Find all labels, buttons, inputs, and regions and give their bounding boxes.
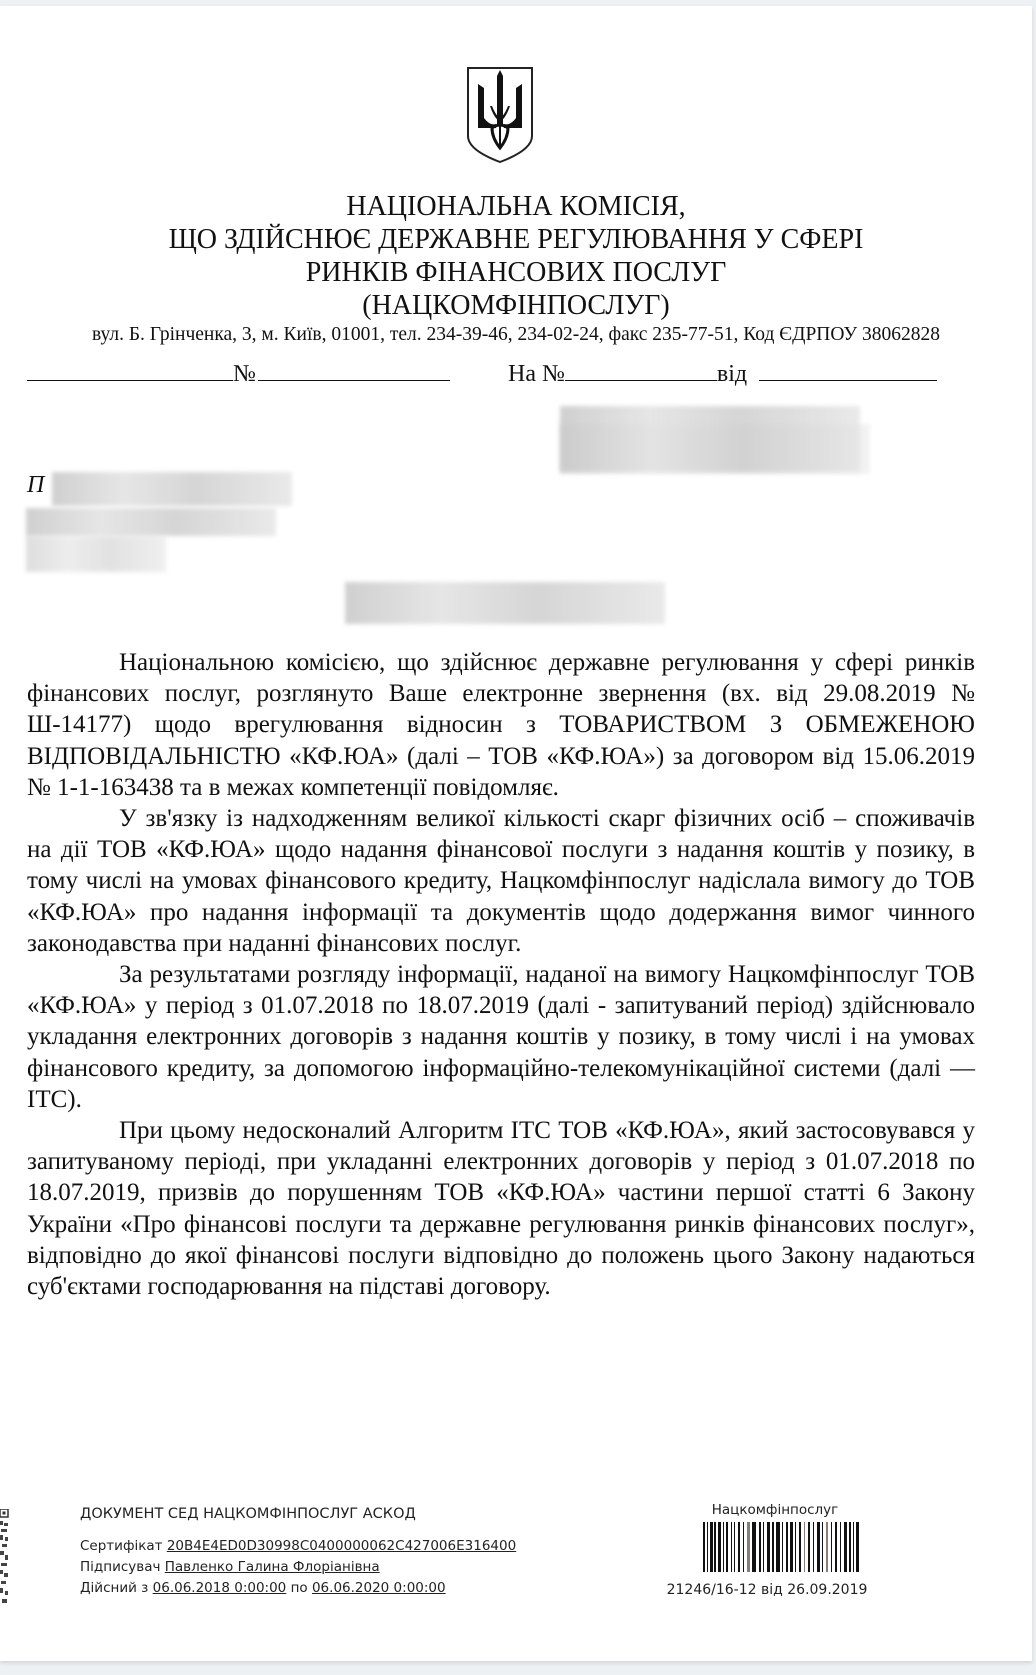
paragraph-4: При цьому недосконалий Алгоритм ІТС ТОВ «КФ.ЮА», який застосовувався у запитуваному періоді, при укладанні електронних договорів у період з 01.07.2018 по 18.07.2019, призвів до порушенням ТОВ «КФ.ЮА» частини першої статті 6 Закону України «Про фінансові послуги та державне регулювання ринків фінансових послуг», відповідно до якої фінансові послуги відповідно до положень цього Закону надаються суб'єктами господарювання на підставі договору. — [27, 1117, 975, 1301]
certificate-row — [80, 1536, 516, 1557]
redacted-recipient-line-3 — [26, 536, 166, 572]
org-line-1: НАЦІОНАЛЬНА КОМІСІЯ, — [346, 191, 686, 222]
org-line-2: ЩО ЗДІЙСНЮЄ ДЕРЖАВНЕ РЕГУЛЮВАННЯ У СФЕРІ — [168, 224, 864, 255]
signer-label: Підписувач — [80, 1559, 161, 1575]
number-sign: № — [233, 361, 256, 387]
qr-code-icon — [0, 1509, 10, 1609]
barcode-org-label: Нацкомфінпослуг — [711, 1502, 839, 1518]
valid-to-label: по — [290, 1580, 308, 1596]
paragraph-1: Національною комісією, що здійснює державне регулювання у сфері ринків фінансових послуг, розглянуто Ваше електронне звернення (вх. від 29.08.2019 № Ш-14177) щодо врегулювання відносин з ТОВАРИСТВОМ З ОБМЕЖЕНОЮ ВІДПОВІДАЛЬНІСТЮ «КФ.ЮА» (далі – ТОВ «КФ.ЮА») за договором від 15.06.2019 № 1-1-163438 та в межах компетенції повідомляє. — [27, 649, 975, 801]
org-line-4: (НАЦКОМФІНПОСЛУГ) — [362, 290, 670, 321]
reply-to-label: На № — [508, 361, 565, 387]
electronic-signature-block — [80, 1506, 516, 1599]
ukraine-trident-emblem-icon — [466, 66, 534, 164]
from-label: від — [716, 361, 748, 387]
valid-from-value: 06.06.2018 0:00:00 — [152, 1580, 287, 1596]
signer-value: Павленко Галина Флоріанівна — [164, 1559, 380, 1575]
valid-to-value: 06.06.2020 0:00:00 — [311, 1580, 446, 1596]
paragraph-3: За результатами розгляду інформації, наданої на вимогу Нацкомфінпослуг ТОВ «КФ.ЮА» у період з 01.07.2018 по 18.07.2019 (далі - запитуваний період) здійснювало укладання електронних договорів з надання коштів у позику, в тому числі і на умовах фінансового кредиту, за допомогою інформаційно-телекомунікаційної системи (далі — ІТС). — [27, 961, 975, 1113]
redacted-subject-line — [345, 582, 665, 624]
org-address: вул. Б. Грінченка, 3, м. Київ, 01001, тел. 234-39-46, 234-02-24, факс 235-77-51, Код ЄДРПОУ 38062828 — [91, 324, 941, 345]
registration-number: 21246/16-12 від 26.09.2019 — [666, 1582, 868, 1598]
organization-heading — [0, 190, 1032, 322]
letter-body — [27, 647, 975, 1302]
registration-barcode-block — [666, 1502, 890, 1598]
redacted-addressee-block-2 — [560, 424, 870, 474]
paragraph-2: У зв'язку із надходженням великої кількості скарг фізичних осіб – споживачів на дії ТОВ «КФ.ЮА» щодо надання фінансової послуги з надання коштів у позику, в тому числі на умовах фінансового кредиту, Нацкомфінпослуг надіслала вимогу до ТОВ «КФ.ЮА» про надання інформації та документів щодо додержання вимог чинного законодавства при наданні фінансових послуг. — [27, 805, 975, 957]
reply-number-blank — [565, 358, 717, 381]
outgoing-number-blank — [258, 358, 450, 381]
signer-row — [80, 1557, 516, 1578]
org-line-3: РИНКІВ ФІНАНСОВИХ ПОСЛУГ — [305, 257, 727, 288]
valid-from-label: Дійсний з — [80, 1580, 149, 1596]
certificate-value: 20B4E4ED0D30998C0400000062C427006E316400 — [166, 1538, 517, 1554]
incoming-reference — [508, 358, 937, 388]
barcode-icon — [703, 1522, 859, 1572]
reply-date-blank — [759, 358, 937, 381]
recipient-prefix: П — [27, 472, 45, 498]
outgoing-date-blank — [27, 358, 233, 381]
outgoing-reference — [27, 358, 450, 388]
document-system-title: ДОКУМЕНТ СЕД НАЦКОМФІНПОСЛУГ АСКОД — [80, 1506, 416, 1522]
certificate-label: Сертифікат — [80, 1538, 163, 1554]
validity-row — [80, 1578, 516, 1599]
redacted-recipient-line-2 — [26, 508, 276, 536]
redacted-recipient-line-1 — [52, 472, 292, 506]
document-page — [0, 6, 1032, 1661]
